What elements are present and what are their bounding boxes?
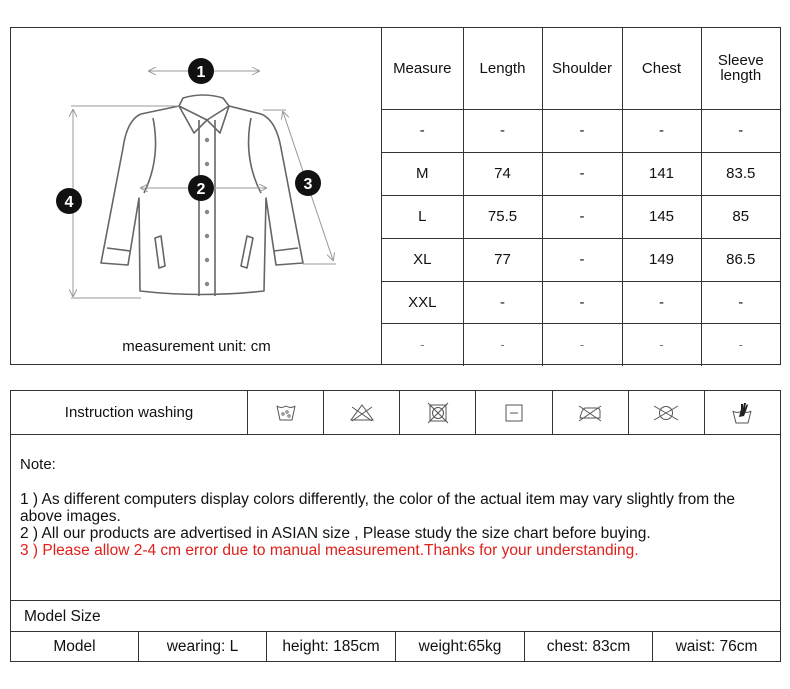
table-cell: -	[701, 323, 780, 366]
table-cell: 141	[622, 152, 701, 195]
header-measure: Measure	[382, 28, 463, 109]
table-cell: -	[542, 238, 622, 281]
table-cell: -	[542, 281, 622, 323]
table-cell: 74	[463, 152, 542, 195]
table-cell: -	[542, 323, 622, 366]
model-cell-label: Model	[11, 632, 139, 661]
measurement-unit-label: measurement unit: cm	[122, 338, 271, 355]
note-section	[10, 435, 781, 662]
table-cell: -	[701, 281, 780, 323]
table-cell: XL	[382, 238, 463, 281]
dry-flat-icon	[503, 402, 525, 424]
table-row	[382, 281, 780, 323]
model-size-row	[11, 631, 780, 661]
size-table-header-row	[382, 28, 780, 109]
header-chest: Chest	[622, 28, 701, 109]
jacket-outline-image	[11, 28, 382, 328]
table-cell: -	[463, 281, 542, 323]
table-cell: M	[382, 152, 463, 195]
table-cell: -	[542, 152, 622, 195]
table-cell: -	[622, 281, 701, 323]
note-title: Note:	[20, 456, 56, 473]
model-cell-weight: weight:65kg	[396, 632, 525, 661]
header-length: Length	[463, 28, 542, 109]
marker-1-label: 1	[196, 64, 206, 81]
marker-4-label: 4	[64, 194, 74, 211]
table-cell: 77	[463, 238, 542, 281]
note-lines	[20, 491, 772, 559]
table-row	[382, 109, 780, 152]
table-row	[382, 323, 780, 366]
do-not-dry-clean-icon	[652, 403, 680, 423]
size-chart-section	[10, 27, 781, 365]
note-line-1: 1 ) As different computers display colors differently, the color of the actual item may vary slightly from the above images.	[20, 491, 736, 525]
model-size-label: Model Size	[11, 600, 780, 632]
model-cell-height: height: 185cm	[267, 632, 396, 661]
table-row	[382, 238, 780, 281]
marker-3-label: 3	[303, 176, 313, 193]
table-cell: 86.5	[701, 238, 780, 281]
table-cell: -	[542, 195, 622, 238]
table-cell: -	[382, 323, 463, 366]
model-cell-wearing: wearing: L	[139, 632, 267, 661]
do-not-iron-icon	[576, 403, 604, 423]
table-cell: 83.5	[701, 152, 780, 195]
table-cell: L	[382, 195, 463, 238]
table-cell: -	[463, 323, 542, 366]
header-shoulder: Shoulder	[542, 28, 622, 109]
hand-wash-30-icon	[275, 403, 297, 423]
do-not-tumble-dry-icon	[427, 402, 449, 424]
table-row	[382, 152, 780, 195]
size-table	[382, 28, 780, 366]
measurement-diagram	[11, 28, 382, 364]
table-cell: -	[622, 109, 701, 152]
table-cell: 85	[701, 195, 780, 238]
note-line-3: 3 ) Please allow 2-4 cm error due to manual measurement.Thanks for your understanding.	[20, 542, 639, 559]
washing-label: Instruction washing	[11, 391, 248, 434]
do-not-bleach-icon	[349, 403, 375, 423]
table-cell: -	[622, 323, 701, 366]
table-cell: 145	[622, 195, 701, 238]
table-cell: -	[542, 109, 622, 152]
note-line-2: 2 ) All our products are advertised in ASIAN size , Please study the size chart before buying.	[20, 525, 651, 542]
hand-wash-glove-icon	[731, 401, 753, 425]
table-cell: 149	[622, 238, 701, 281]
washing-instructions-row	[10, 390, 781, 435]
table-cell: -	[463, 109, 542, 152]
table-cell: -	[701, 109, 780, 152]
table-row	[382, 195, 780, 238]
table-cell: -	[382, 109, 463, 152]
marker-2-label: 2	[196, 181, 206, 198]
header-sleeve-length: Sleeve length	[701, 28, 780, 109]
table-cell: 75.5	[463, 195, 542, 238]
model-cell-waist: waist: 76cm	[675, 637, 758, 655]
model-cell-chest: chest: 83cm	[525, 632, 653, 661]
table-cell: XXL	[382, 281, 463, 323]
